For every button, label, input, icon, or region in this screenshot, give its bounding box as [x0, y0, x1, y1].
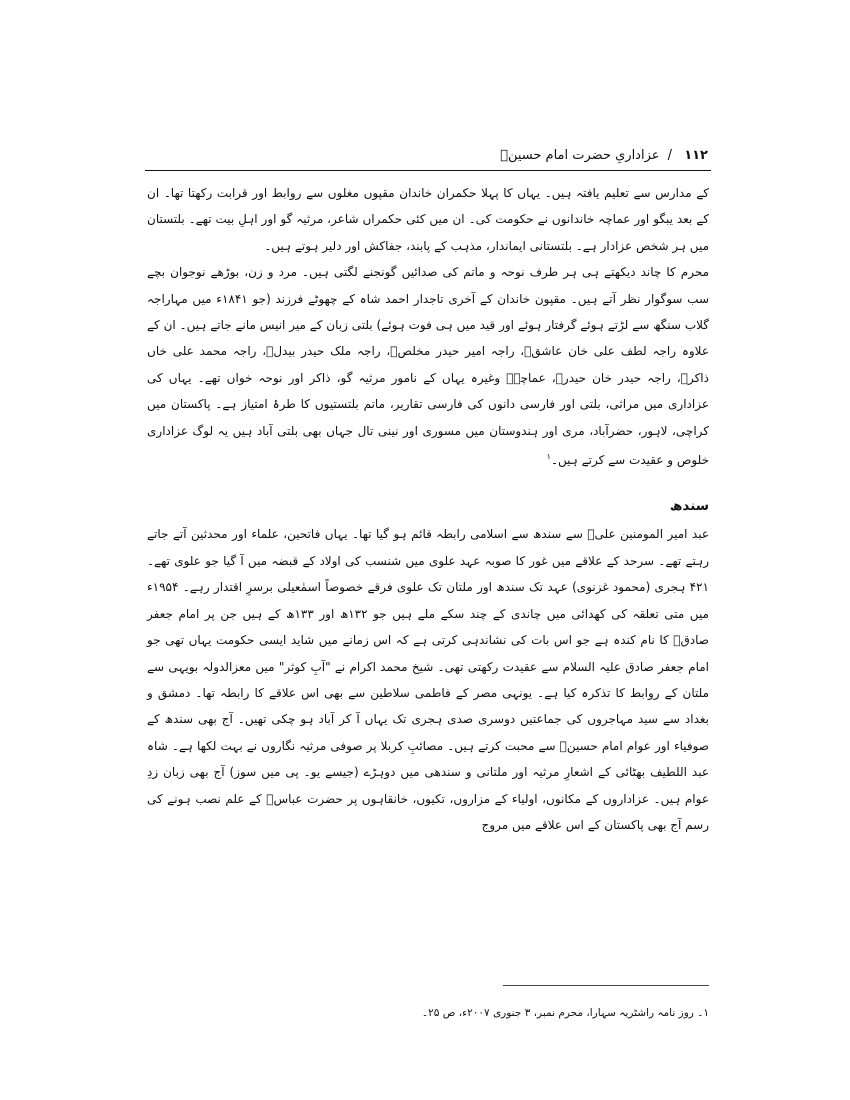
page-body [147, 180, 709, 838]
paragraph-sindh: عبد امیر المومنین علیؑ سے سندھ سے اسلامی رابطہ قائم ہو گیا تھا۔ یہاں فاتحین، علماء اور محدثین آتے جاتے رہتے تھے۔ سرحد کے علاقے میں غور کا صوبہ عہد علوی میں شنسب کی اولاد کے قبضہ میں آ گیا جو علوی تھے۔ ۴۲۱ ہجری (محمود غزنوی) عہد تک سندھ اور ملتان تک علوی فرقے خصوصاً اسمٰعیلی برسرِ اقتدار رہے۔ ۱۹۵۴ء میں متی تعلقہ کی کھدائی میں چاندی کے چند سکے ملے ہیں جو ۱۳۲ھ اور ۱۳۳ھ کے ہیں جن پر امام جعفر صادقؑ کا نام کندہ ہے جو اس بات کی نشاندہی کرتی ہے کہ اس زمانے میں شاید ایسی حکومت یہاں تھی جو امام جعفر صادق علیہ السلام سے عقیدت رکھتی تھی۔ شیخ محمد اکرام نے "آبِ کوثر" میں معزالدولہ بویہی سے ملتان کے روابط کا تذکرہ کیا ہے۔ یونہی مصر کے فاطمی سلاطین سے بھی اس علاقے کا رابطہ تھا۔ دمشق و بغداد سے سید مہاجروں کی جماعتیں دوسری صدی ہجری تک یہاں آ کر آباد ہو چکی تھیں۔ آج بھی سندھ کے صوفیاء اور عوام امام حسینؑ سے محبت کرتے ہیں۔ مصائبِ کربلا پر صوفی مرثیہ نگاروں نے بہت لکھا ہے۔ شاہ عبد اللطیف بھٹائی کے اشعارِ مرثیہ اور ملتانی و سندھی میں دوہڑے (جیسے یو۔ پی میں سوز) آج بھی زبان زدِ عوام ہیں۔ عزاداروں کے مکانوں، اولیاء کے مزاروں، تکیوں، خانقاہوں پر حضرت عباسؑ کے علم نصب ہونے کی رسم آج بھی پاکستان کے اس علاقے میں مروج [147, 527, 709, 832]
header-rule [145, 170, 711, 171]
footnote-reference: ۱ [546, 452, 551, 462]
paragraph-muharram-text: محرم کا چاند دیکھتے ہی ہر طرف نوحہ و ماتم کی صدائیں گونجنے لگتی ہیں۔ مرد و زن، بوڑھے نوجوان بچے سب سوگوار نظر آتے ہیں۔ مقپون خاندان کے آخری تاجدار احمد شاہ کے چھوٹے فرزند (جو ۱۸۴۱ء میں مہاراجہ گلاب سنگھ سے لڑتے ہوئے گرفتار ہوئے اور قید میں ہی فوت ہوئے) بلتی زبان کے میر انیس مانے جاتے ہیں۔ ان کے علاوہ راجہ لطف علی خان عاشقؔ، راجہ امیر حیدر مخلصؔ، راجہ ملک حیدر بیدلؔ، راجہ محمد علی خاں ذاکرؔ، راجہ حیدر خان حیدرؔ، عماچہؔ وغیرہ یہاں کے نامور مرثیہ گو، ذاکر اور نوحہ خواں تھے۔ یہاں کی عزاداری میں مراثی، بلتی اور فارسی دانوں کی فارسی تقاریر، ماتم بلتستیوں کا طرۂ امتیاز ہے۔ پاکستان میں کراچی، لاہور، حضرآباد، مری اور ہندوستان میں مسوری اور نینی تال جہاں بھی بلتی آباد ہیں یہ لوگ عزاداری خلوص و عقیدت سے کرتے ہیں۔ [147, 265, 709, 468]
header-separator: / [667, 148, 673, 163]
footnote-marker: ۱۔ [697, 1007, 709, 1019]
page-number: ۱۱۲ [684, 148, 708, 163]
paragraph-muharram [147, 259, 709, 473]
footnote-text: روز نامہ راشٹریہ سہارا، محرم نمبر، ۳ جنوری ۲۰۰۷ء، ص ۲۵۔ [421, 1007, 694, 1019]
section-title-sindh: سندھ [669, 498, 709, 515]
running-header [148, 146, 708, 166]
footnote-rule [503, 985, 709, 986]
paragraph-baltistan-intro: کے مدارس سے تعلیم یافتہ ہیں۔ یہاں کا پہلا حکمران خاندان مقپوں مغلوں سے روابط اور قرابت رکھتا تھا۔ ان کے بعد یبگو اور عماچہ خاندانوں نے حکومت کی۔ ان میں کئی حکمراں شاعر، مرثیہ گو اور اہلِ بیت تھے۔ بلتستان میں ہر شخص عزادار ہے۔ بلتستانی ایماندار، مذہب کے پابند، جفاکش اور دلیر ہوتے ہیں۔ [147, 186, 709, 253]
footnote [147, 1004, 709, 1022]
book-title: عزاداریِ حضرت امام حسینؑ [500, 148, 660, 163]
